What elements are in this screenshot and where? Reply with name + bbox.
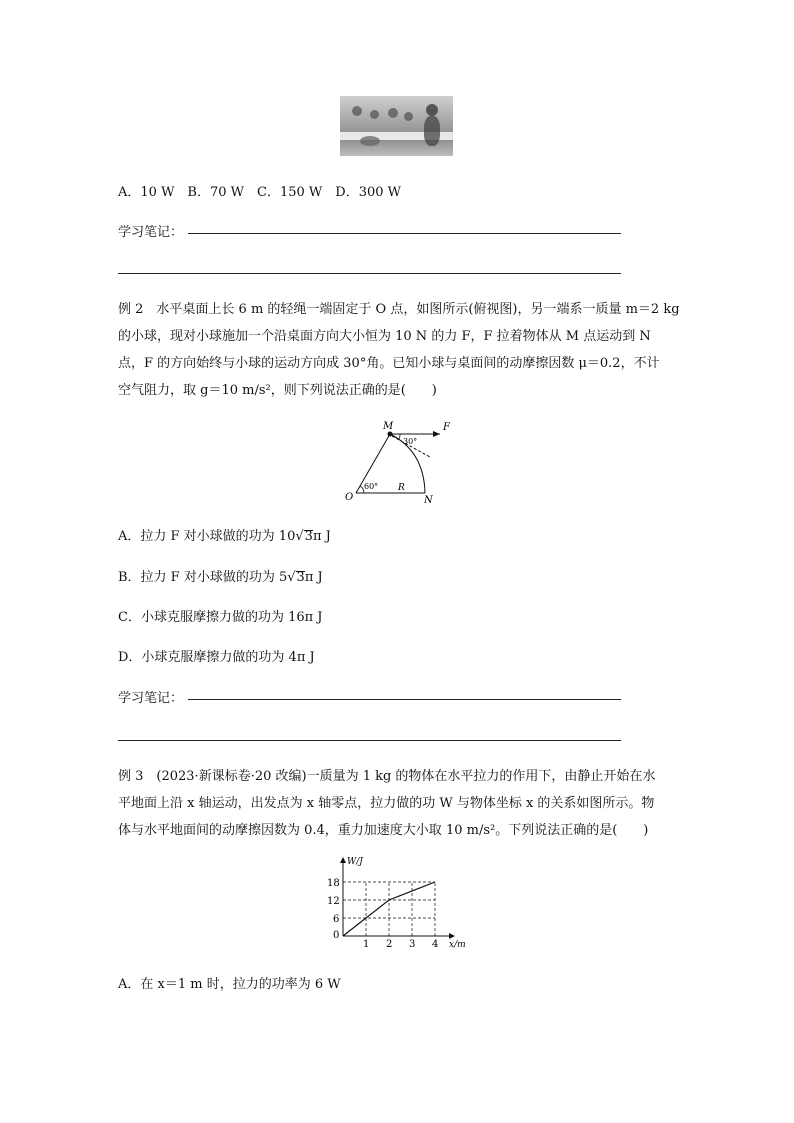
sqrt-radicand: 3 <box>304 529 313 544</box>
notes-label-1: 学习笔记： <box>118 225 184 240</box>
option-b-text: B．拉力 F 对小球做的功为 5 <box>118 570 288 585</box>
force-diagram <box>340 415 465 507</box>
ex3-line-3: 体与水平地面间的动摩擦因数为 0.4，重力加速度大小取 10 m/s²。下列说法正确的是( ) <box>118 823 649 838</box>
angle-30-label: 30° <box>403 437 418 446</box>
ex3-line-1: 例 3 (2023·新课标卷·20 改编)一质量为 1 kg 的物体在水平拉力的作用下，由静止开始在水 <box>118 769 656 784</box>
work-position-chart <box>310 855 480 950</box>
y-tick-label: 6 <box>333 914 340 925</box>
y-axis-label: W/J <box>347 857 363 867</box>
sqrt-sign: √ <box>295 529 304 544</box>
label-O: O <box>345 492 354 503</box>
angle-60-label: 60° <box>364 482 379 491</box>
x-tick-label: 2 <box>386 939 393 950</box>
angle-arc-30 <box>399 434 400 439</box>
notes-rule <box>118 740 621 741</box>
y-tick-label: 18 <box>327 878 340 889</box>
x-tick-label: 4 <box>432 939 439 950</box>
y-axis-arrow <box>340 857 346 863</box>
label-F: F <box>443 422 450 433</box>
option-a-unit: π J <box>312 529 331 544</box>
sqrt-sign: √ <box>287 570 296 585</box>
ex2-line-2: 的小球，现对小球施加一个沿桌面方向大小恒为 10 N 的力 F，F 拉着物体从 M 点运动到 N <box>118 329 651 344</box>
classroom-photo <box>340 96 453 156</box>
y-tick-label: 0 <box>333 930 340 941</box>
arrowhead <box>433 431 440 437</box>
option-a-text: A．拉力 F 对小球做的功为 10 <box>118 529 296 544</box>
ex2-line-1: 例 2 水平桌面上长 6 m 的轻绳一端固定于 O 点，如图所示(俯视图)，另一端系一质量 m＝2 kg <box>118 302 680 317</box>
ex3-line-2: 平地面上沿 x 轴运动，出发点为 x 轴零点，拉力做的功 W 与物体坐标 x 的关系如图所示。物 <box>118 796 655 811</box>
ex2-option-d: D．小球克服摩擦力做的功为 4π J <box>118 650 315 665</box>
label-N: N <box>424 495 433 506</box>
ex2-line-4: 空气阻力，取 g＝10 m/s²，则下列说法正确的是( ) <box>118 383 437 398</box>
ex2-option-a <box>118 525 331 544</box>
notes-rule <box>188 233 621 234</box>
ex2-option-c: C．小球克服摩擦力做的功为 16π J <box>118 610 323 625</box>
q1-options: A．10 W B．70 W C．150 W D．300 W <box>118 185 401 200</box>
x-tick-label: 3 <box>409 939 416 950</box>
ex3-option-a: A．在 x＝1 m 时，拉力的功率为 6 W <box>118 977 341 992</box>
option-b-unit: π J <box>304 570 323 585</box>
notes-rule <box>188 699 621 700</box>
ex2-line-3: 点，F 的方向始终与小球的运动方向成 30°角。已知小球与桌面间的动摩擦因数 μ＝0.2，不计 <box>118 356 660 371</box>
ex2-option-b <box>118 566 323 585</box>
sqrt-radicand: 3 <box>296 570 305 585</box>
x-axis-label: x/m <box>449 940 466 950</box>
notes-label-2: 学习笔记： <box>118 691 184 706</box>
label-R: R <box>398 483 405 493</box>
ball-dot <box>388 432 393 437</box>
x-tick-label: 1 <box>363 939 370 950</box>
label-M: M <box>383 421 394 432</box>
x-axis-arrow <box>449 933 455 939</box>
notes-rule <box>118 273 621 274</box>
y-tick-label: 12 <box>327 896 340 907</box>
